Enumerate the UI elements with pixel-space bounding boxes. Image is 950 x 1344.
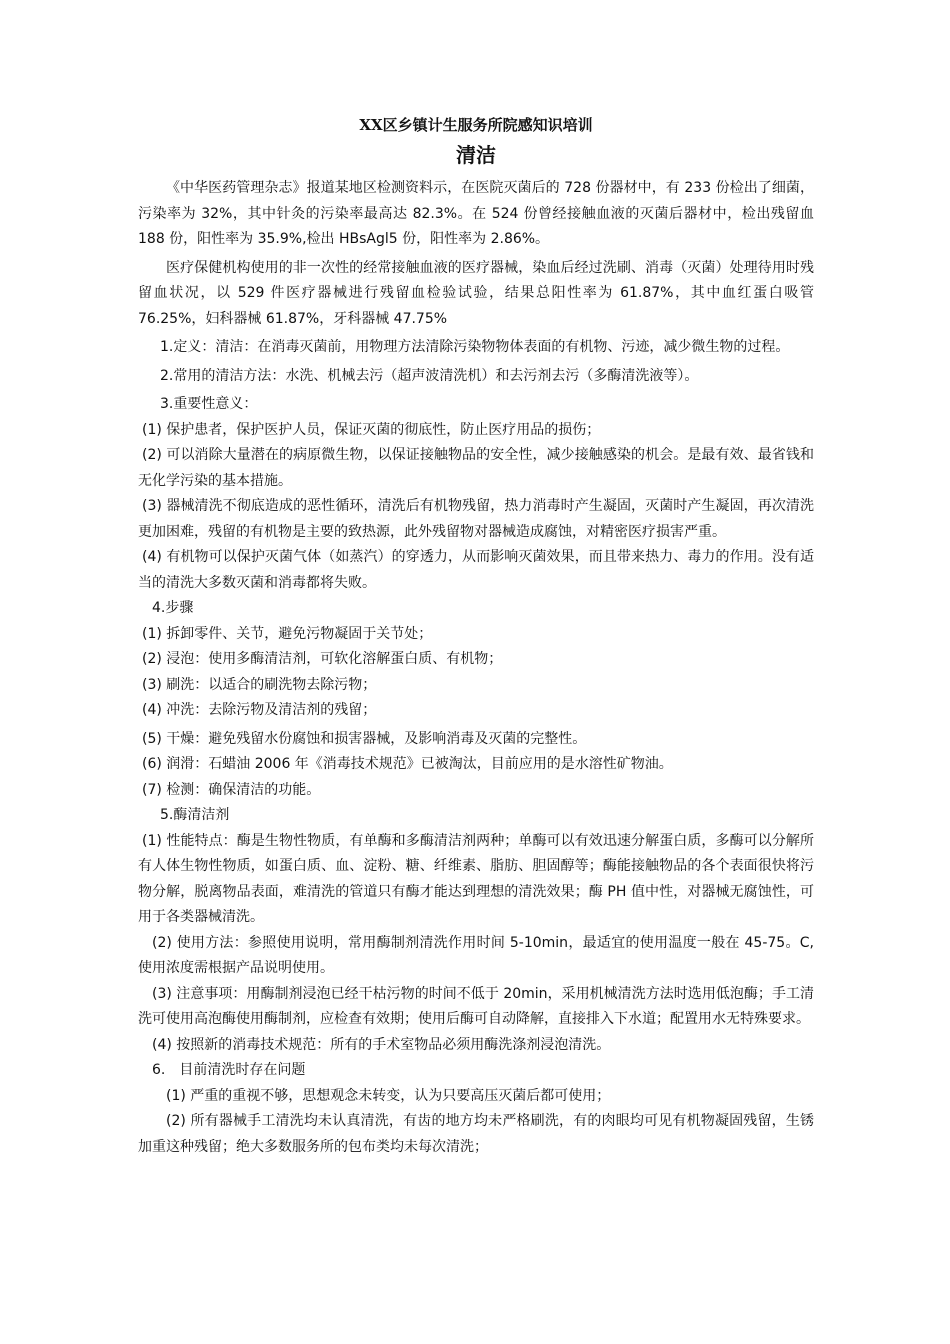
paragraph-intro-1: 《中华医药管理杂志》报道某地区检测资料示，在医院灭菌后的 728 份器材中，有 233 份检出了细菌，污染率为 32%，其中针灸的污染率最高达 82.3%。在 524 份曾经接触血液的灭菌后器材中，检出残留血 188 份，阳性率为 35.9%,检出 HBsAgl5 份，阳性率为 2.86%。 bbox=[138, 180, 814, 247]
step-item-7: (7) 检测：确保清洁的功能。 bbox=[142, 781, 321, 798]
step-item-3: (3) 刷洗：以适合的刷洗物去除污物； bbox=[142, 676, 377, 693]
enzyme-item-4: (4) 按照新的消毒技术规范：所有的手术室物品必须用酶洗涤剂浸泡清洗。 bbox=[152, 1036, 611, 1053]
header-title-text: 区乡镇计生服务所院感知识培训 bbox=[382, 116, 593, 134]
importance-item-2: (2) 可以消除大量潜在的病原微生物，以保证接触物品的安全性，减少接触感染的机会。是最有效、最省钱和无化学污染的基本措施。 bbox=[138, 447, 814, 489]
step-item-2: (2) 浸泡：使用多酶清洁剂，可软化溶解蛋白质、有机物； bbox=[142, 651, 503, 667]
problem-item-1: (1) 严重的重视不够，思想观念未转变，认为只要高压灭菌后都可使用； bbox=[166, 1087, 611, 1104]
document-page bbox=[138, 112, 814, 1160]
document-header bbox=[138, 112, 814, 138]
section-problems-heading: 6. 目前清洗时存在问题 bbox=[152, 1062, 306, 1078]
main-title: 清洁 bbox=[456, 143, 496, 167]
problem-item-2: (2) 所有器械手工清洗均未认真清洗，有齿的地方均未严格刷洗，有的肉眼均可见有机物凝固残留，生锈加重这种残留；绝大多数服务所的包布类均未每次清洗； bbox=[138, 1113, 814, 1155]
enzyme-item-3: (3) 注意事项：用酶制剂浸泡已经干枯污物的时间不低于 20min，采用机械清洗方法时选用低泡酶；手工清洗可使用高泡酶使用酶制剂，应检查有效期；使用后酶可自动降解，直接排入下水道；配置用水无特殊要求。 bbox=[138, 985, 814, 1027]
step-item-6: (6) 润滑：石蜡油 2006 年《消毒技术规范》已被淘汰，目前应用的是水溶性矿物油。 bbox=[142, 756, 673, 772]
importance-item-3: (3) 器械清洗不彻底造成的恶性循环，清洗后有机物残留，热力消毒时产生凝固，灭菌时产生凝固，再次清洗更加困难，残留的有机物是主要的致热源，此外残留物对器械造成腐蚀，对精密医疗损害严重。 bbox=[138, 498, 814, 540]
importance-item-4: (4) 有机物可以保护灭菌气体（如蒸汽）的穿透力，从而影响灭菌效果，而且带来热力、毒力的作用。没有适当的清洗大多数灭菌和消毒都将失败。 bbox=[138, 549, 814, 591]
section-enzyme-heading: 5.酶清洁剂 bbox=[160, 807, 230, 823]
step-item-5: (5) 干燥：避免残留水份腐蚀和损害器械，及影响消毒及灭菌的完整性。 bbox=[142, 730, 587, 747]
importance-item-1: (1) 保护患者，保护医护人员，保证灭菌的彻底性，防止医疗用品的损伤； bbox=[142, 421, 601, 438]
section-steps-heading: 4.步骤 bbox=[152, 600, 194, 616]
paragraph-intro-2: 医疗保健机构使用的非一次性的经常接触血液的医疗器械，染血后经过洗刷、消毒（灭菌）处理待用时残留血状况，以 529 件医疗器械进行残留血检验试验，结果总阳性率为 61.87%，其中血红蛋白吸管 76.25%，妇科器械 61.87%，牙科器械 47.75% bbox=[138, 259, 814, 327]
enzyme-item-1: (1) 性能特点：酶是生物性物质，有单酶和多酶清洁剂两种；单酶可以有效迅速分解蛋白质，多酶可以分解所有人体生物性物质，如蛋白质、血、淀粉、糖、纤维素、脂肪、胆固醇等；酶能接触物品的各个表面很快将污物分解，脱离物品表面，难清洗的管道只有酶才能达到理想的清洗效果；酶 PH 值中性，对器械无腐蚀性，可用于各类器械清洗。 bbox=[138, 832, 814, 925]
header-prefix: XX bbox=[359, 116, 383, 134]
step-item-4: (4) 冲洗：去除污物及清洁剂的残留； bbox=[142, 702, 377, 718]
section-importance-heading: 3.重要性意义： bbox=[160, 396, 258, 412]
section-definition: 1.定义：清洁：在消毒灭菌前，用物理方法清除污染物物体表面的有机物、污迹，减少微生物的过程。 bbox=[160, 339, 790, 355]
step-item-1: (1) 拆卸零件、关节，避免污物凝固于关节处； bbox=[142, 625, 433, 642]
enzyme-item-2: (2) 使用方法：参照使用说明，常用酶制剂清洗作用时间 5-10min，最适宜的使用温度一般在 45-75。C,使用浓度需根据产品说明使用。 bbox=[138, 934, 814, 976]
section-methods: 2.常用的清洁方法：水洗、机械去污（超声波清洗机）和去污剂去污（多酶清洗液等）。 bbox=[160, 367, 699, 384]
